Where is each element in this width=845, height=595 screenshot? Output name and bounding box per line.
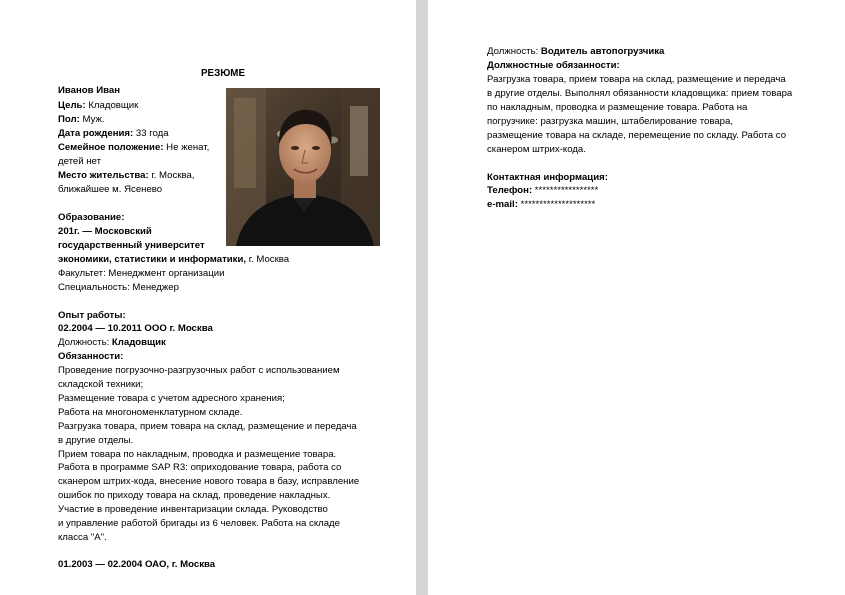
birth-value: 33 года	[133, 128, 169, 139]
job2-duty-line: Разгрузка товара, прием товара на склад, размещение и передача	[487, 74, 786, 85]
residence-value-2: ближайшее м. Ясенево	[58, 184, 163, 195]
education-specialty: Специальность: Менеджер	[58, 282, 179, 293]
email-value: ********************	[517, 199, 596, 210]
job1-duty-line: Работа на многономенклатурном складе.	[58, 407, 243, 418]
job1-duty-line: в другие отделы.	[58, 435, 134, 446]
job1-position	[58, 336, 166, 350]
resume-page-1	[0, 0, 416, 595]
phone-label: Телефон:	[487, 185, 533, 196]
resume-page-2	[428, 0, 845, 595]
residence-label: Место жительства:	[58, 170, 149, 181]
person-name: Иванов Иван	[58, 85, 121, 96]
residence-value: г. Москва,	[148, 170, 195, 181]
job2-duty-line: по накладным, проводка и размещение товара. Работа на	[487, 102, 748, 113]
education-line-1: 201г. — Московский	[58, 226, 152, 237]
job2-duty-line: сканером штрих-кода.	[487, 144, 586, 155]
job1-duty-line: и управление работой бригады из 6 человек. Работа на складе	[58, 518, 340, 529]
education-label: Образование:	[58, 212, 125, 223]
job1-duty-line: Прием товара по накладным, проводка и размещение товара.	[58, 449, 337, 460]
family-line	[58, 141, 209, 155]
goal-line	[58, 99, 138, 113]
education-line-3	[58, 253, 289, 267]
gender-label: Пол:	[58, 114, 80, 125]
job2-duty-line: погрузчике: разгрузка машин, штабелирование товара,	[487, 116, 733, 127]
job2-duty-line: размещение товара на складе, перемещение по складу. Работа со	[487, 130, 787, 141]
job1-position-label: Должность:	[58, 337, 112, 348]
portrait-image	[226, 88, 380, 246]
job2-duties-label: Должностные обязанности:	[487, 60, 620, 71]
job1-position-value: Кладовщик	[111, 337, 166, 348]
email-label: e-mail:	[487, 199, 518, 210]
job2-position	[487, 45, 664, 59]
job1-duties-label: Обязанности:	[58, 351, 124, 362]
education-faculty: Факультет: Менеджмент организации	[58, 268, 225, 279]
job2-position-value: Водитель автопогрузчика	[540, 46, 665, 57]
residence-line	[58, 169, 194, 183]
job1-duty-line: Участие в проведение инвентаризации склада. Руководство	[58, 504, 328, 515]
resume-title: РЕЗЮМЕ	[201, 68, 246, 79]
job2-period: 01.2003 — 02.2004 ОАО, г. Москва	[58, 559, 216, 570]
email-line	[487, 198, 595, 212]
contacts-label: Контактная информация:	[487, 172, 608, 183]
job1-duty-line: Проведение погрузочно-разгрузочных работ с использованием	[58, 365, 340, 376]
job1-duty-line: класса "А".	[58, 532, 107, 543]
job1-duty-line: Разгрузка товара, прием товара на склад, размещение и передача	[58, 421, 357, 432]
job1-duty-line: складской техники;	[58, 379, 144, 390]
education-university: экономики, статистики и информатики,	[58, 254, 247, 265]
gender-line	[58, 113, 105, 127]
job2-position-label: Должность:	[487, 46, 541, 57]
family-value: Не женат,	[163, 142, 210, 153]
experience-label: Опыт работы:	[58, 310, 126, 321]
education-line-2: государственный университет	[58, 240, 205, 251]
birth-line	[58, 127, 169, 141]
family-value-2: детей нет	[58, 156, 101, 167]
phone-value: *****************	[532, 185, 599, 196]
job1-period: 02.2004 — 10.2011 ООО г. Москва	[58, 323, 213, 334]
job1-duty-line: Размещение товара с учетом адресного хранения;	[58, 393, 285, 404]
family-label: Семейное положение:	[58, 142, 164, 153]
birth-label: Дата рождения:	[58, 128, 134, 139]
job1-duty-line: сканером штрих-кода, внесение нового товара в базу, исправление	[58, 476, 360, 487]
portrait-photo	[226, 88, 380, 246]
goal-label: Цель:	[58, 100, 86, 111]
education-city: г. Москва	[246, 254, 290, 265]
job2-duty-line: в другие отделы. Выполнял обязанности кладовщика: прием товара	[487, 88, 793, 99]
gender-value: Муж.	[79, 114, 105, 125]
goal-value: Кладовщик	[85, 100, 139, 111]
job1-duty-line: ошибок по приходу товара на склад, проведение накладных.	[58, 490, 331, 501]
job1-duty-line: Работа в программе SAP R3: оприходование товара, работа со	[58, 462, 342, 473]
phone-line	[487, 184, 598, 198]
